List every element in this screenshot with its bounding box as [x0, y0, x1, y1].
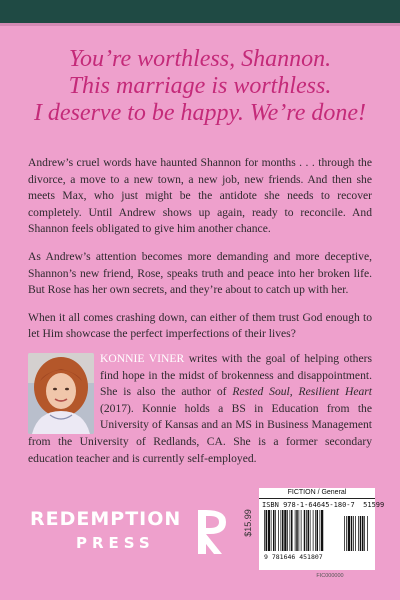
blurb-paragraph-2: As Andrew’s attention becomes more demanding and more deceptive, Shannon’s new friend, Rose, speaks truth and peace into her broken life. But Rose has her own secrets, and they’re about to catch up with her.	[28, 249, 372, 297]
isbn-text	[262, 501, 385, 509]
barcode-graphic	[262, 510, 372, 560]
publisher-mark-icon	[192, 508, 228, 556]
isbn-number: ISBN 978-1-64645-180-7	[262, 501, 355, 509]
tagline-line-3: I deserve to be happy. We’re done!	[33, 100, 367, 126]
blurb-paragraph-3: When it all comes crashing down, can either of them trust God enough to let Him showcase the perfect imperfections of their lives?	[28, 310, 372, 341]
tagline-line-2: This marriage is worthless.	[68, 73, 332, 99]
blurb-paragraph-1: Andrew’s cruel words have haunted Shannon for months . . . through the divorce, a move to a new town, a new job, new friends. And then she meets Max, who just might be the antidote she needs to recover completely. Until Andrew shows up again, ready to reconcile. And Shannon feels obligated to give him another chance.	[28, 156, 372, 236]
author-name: KONNIE VINER	[100, 352, 185, 365]
top-band-trim	[0, 23, 400, 26]
tagline-line-1: You’re worthless, Shannon.	[68, 46, 332, 72]
barcode-box	[259, 488, 385, 570]
bisac-code: FIC000000	[316, 573, 344, 579]
author-bio-text-2: (2017). Konnie holds a BS in Education from the University of Kansas and an MS in Business Management from the University of Redlands, CA. She is a former secondary education teacher and is currently self-employed.	[28, 401, 372, 465]
price	[244, 488, 256, 568]
author-other-book-title: Rested Soul, Resilient Heart	[232, 385, 372, 399]
publisher-logo	[30, 508, 230, 568]
category-label: FICTION / General	[259, 488, 375, 499]
author-bio-text-1: writes with the goal of helping others find hope in the midst of brokenness and disappointment. She is also the author of	[100, 352, 372, 399]
tagline	[0, 46, 400, 127]
price-code: 51599	[363, 501, 385, 509]
publisher-name-line-2: PRESS	[76, 534, 155, 552]
price-text: $15.99	[242, 509, 253, 537]
publisher-name-line-1: REDEMPTION	[30, 508, 182, 530]
top-band	[0, 0, 400, 26]
ean-digits: 9 781646 451807	[264, 553, 323, 560]
author-bio	[28, 351, 372, 467]
blurb	[28, 155, 372, 354]
